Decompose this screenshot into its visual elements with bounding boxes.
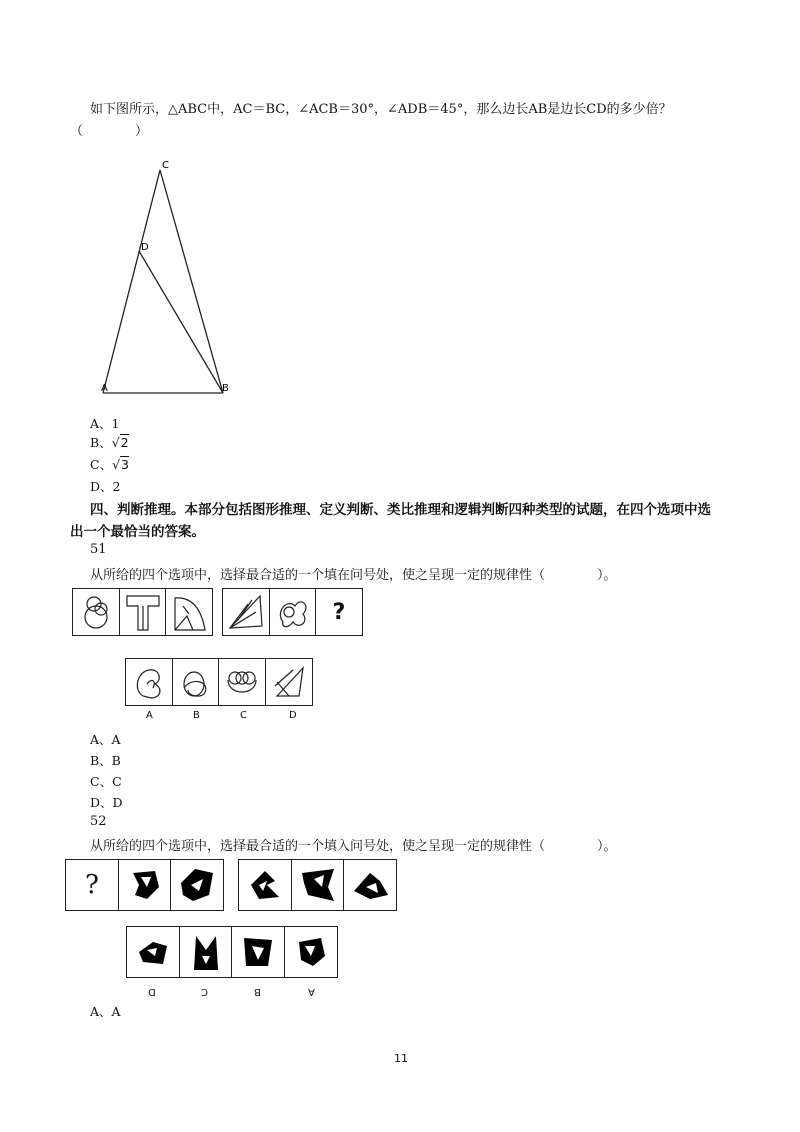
segment-bc: [160, 170, 223, 393]
q52-fig-1: [118, 859, 172, 911]
q51-fig-loops: [269, 588, 317, 636]
q52-option-a[interactable]: A、A: [90, 1004, 121, 1019]
segment-bd: [139, 251, 223, 393]
label-d: D: [141, 242, 149, 253]
q52-label-a: A: [308, 986, 315, 997]
q52-options-row: [126, 926, 338, 978]
sqrt-symbol: √2: [111, 435, 129, 450]
q51-label-b: B: [193, 710, 200, 721]
question-mark-icon: ?: [85, 870, 99, 900]
q51-option-d-figure[interactable]: [265, 658, 313, 706]
q51-sequence-group2: [222, 588, 363, 636]
question-geometry-text: 如下图所示，△ABC中，AC＝BC，∠ACB＝30°，∠ADB＝45°，那么边长AB是边长CD的多少倍？: [90, 102, 672, 117]
q51-option-d[interactable]: D、D: [90, 795, 123, 810]
q51-option-c[interactable]: C、C: [90, 774, 122, 789]
q52-fig-3: [238, 859, 292, 911]
q52-option-b-figure[interactable]: [231, 926, 285, 978]
q52-label-b: B: [254, 986, 261, 997]
q52-option-d-figure[interactable]: [126, 926, 180, 978]
q51-option-a-figure[interactable]: [125, 658, 173, 706]
q52-option-c-figure[interactable]: [179, 926, 233, 978]
q52-number: 52: [90, 814, 107, 829]
sqrt-symbol: √3: [112, 457, 129, 472]
q52-sequence-group1: [65, 859, 224, 911]
q52-label-c: C: [201, 986, 208, 997]
q51-option-a[interactable]: A、A: [90, 732, 121, 747]
label-c: C: [162, 160, 169, 171]
section-heading-line1: 四、判断推理。本部分包括图形推理、定义判断、类比推理和逻辑判断四种类型的试题，在四个选项中选: [90, 502, 711, 518]
page-number: 11: [394, 1052, 408, 1065]
geo-option-b[interactable]: B、√2: [90, 435, 129, 450]
q52-sequence-group2: [238, 859, 397, 911]
geo-option-a[interactable]: A、1: [90, 416, 120, 431]
q51-label-a: A: [146, 710, 153, 721]
q51-prompt: 从所给的四个选项中，选择最合适的一个填在问号处，使之呈现一定的规律性（ ）。: [90, 568, 617, 583]
q51-label-d: D: [289, 710, 297, 721]
q51-options-row: [125, 658, 313, 706]
q51-number: 51: [90, 542, 107, 557]
section-heading-line2: 出一个最恰当的答案。: [70, 524, 205, 540]
question-mark-icon: ?: [332, 599, 346, 625]
q52-fig-5: [343, 859, 397, 911]
q52-prompt: 从所给的四个选项中，选择最合适的一个填入问号处，使之呈现一定的规律性（ ）。: [90, 839, 617, 854]
q51-option-b[interactable]: B、B: [90, 753, 121, 768]
q51-fig-fan: [222, 588, 270, 636]
q52-fig-4: [291, 859, 345, 911]
q51-option-b-figure[interactable]: [172, 658, 220, 706]
q52-label-d: D: [148, 986, 156, 997]
q51-option-c-figure[interactable]: [218, 658, 266, 706]
geo-option-c[interactable]: C、√3: [90, 457, 129, 472]
q52-option-a-figure[interactable]: [284, 926, 338, 978]
triangle-diagram: [95, 155, 245, 400]
q52-question-cell: [65, 859, 119, 911]
answer-paren: （ ）: [70, 124, 149, 139]
q51-sequence-group1: [72, 588, 213, 636]
q51-fig-circles: [72, 588, 120, 636]
q52-fig-2: [170, 859, 224, 911]
segment-ac: [103, 170, 160, 393]
geo-option-d[interactable]: D、2: [90, 479, 121, 494]
q51-question-cell: [315, 588, 363, 636]
q51-fig-t-shape: [119, 588, 167, 636]
q51-label-c: C: [240, 710, 247, 721]
q51-fig-arc: [165, 588, 213, 636]
label-a: A: [101, 383, 108, 394]
label-b: B: [222, 383, 229, 394]
